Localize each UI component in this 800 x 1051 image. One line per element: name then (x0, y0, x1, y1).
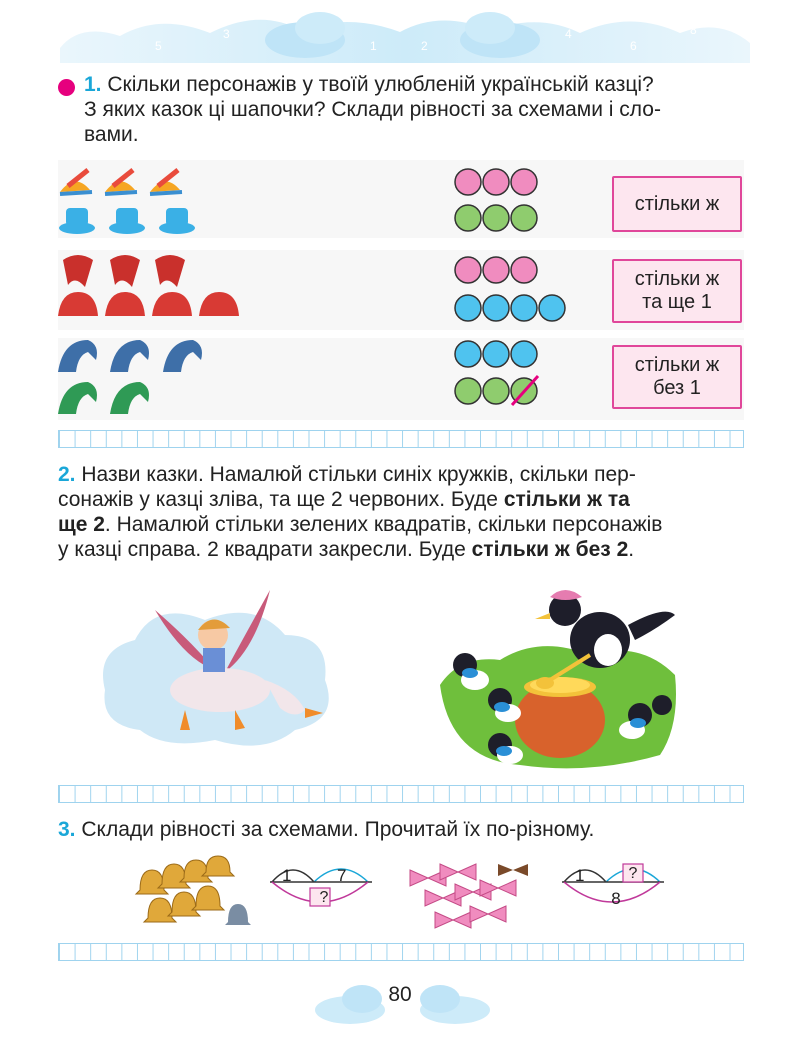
scheme1-right: 7 (337, 866, 347, 885)
writing-grid[interactable] (58, 943, 744, 961)
pink-circle (455, 169, 481, 195)
cloud-number: 6 (630, 39, 637, 53)
cloud-number: 3 (223, 27, 230, 41)
pink-circle (455, 257, 481, 283)
task3-text: 3. Склади рівності за схемами. Прочитай їх по-різному. (58, 818, 595, 841)
green-circle (483, 378, 509, 404)
scheme1-bottom: ? (319, 889, 329, 906)
magpie-illustration (440, 585, 680, 770)
scheme-box-same: стільки ж (612, 176, 742, 232)
task1-text: 1. Скільки персонажів у твоїй улюбленій українській казці? З яких казок ці шапочки? Склади рівності за схемами і сло- вами. (84, 73, 661, 146)
blue-circle (539, 295, 565, 321)
cloud-number: 8 (690, 23, 697, 37)
blue-circle (483, 341, 509, 367)
green-gnome-hat-icon (58, 382, 149, 414)
goose-boy-illustration (95, 580, 335, 760)
pink-circle (483, 257, 509, 283)
pink-circle (483, 169, 509, 195)
writing-grid[interactable] (58, 430, 744, 448)
blue-circle (455, 295, 481, 321)
pink-circle (511, 257, 537, 283)
task3-number: 3. (58, 818, 76, 841)
hats-illustration (55, 160, 305, 425)
blue-top-hat-icon (59, 208, 195, 234)
scheme2-left: 1 (575, 866, 585, 885)
red-cap-icon (58, 292, 239, 316)
bells-illustration (130, 860, 255, 930)
writing-grid[interactable] (58, 785, 744, 803)
blue-gnome-hat-icon (58, 340, 202, 372)
page-number: 80 (388, 983, 412, 1006)
green-circle (455, 205, 481, 231)
blue-circle (511, 295, 537, 321)
pink-circle (511, 169, 537, 195)
blue-circle (483, 295, 509, 321)
scheme2-right: ? (628, 865, 638, 882)
green-circle (511, 205, 537, 231)
scheme1-left: 1 (282, 866, 292, 885)
cloud-number: 2 (421, 39, 428, 53)
blue-circle (511, 341, 537, 367)
task2-number: 2. (58, 463, 76, 486)
cloud-number: 7 (110, 21, 117, 35)
scheme2-bottom: 8 (611, 889, 621, 908)
green-circle (455, 378, 481, 404)
cloud-number: 5 (155, 39, 162, 53)
task-marker-dot (58, 79, 75, 96)
cloud-number: 4 (565, 27, 572, 41)
red-hood-icon (63, 255, 185, 287)
scheme-box-minus-one: стільки ж без 1 (612, 345, 742, 409)
cloud-number: 1 (370, 39, 377, 53)
task1-number: 1. (84, 73, 102, 96)
bows-illustration (400, 860, 535, 935)
cloud-number: 0 (397, 17, 404, 31)
feather-hat-icon (60, 170, 182, 194)
circles-schemes (440, 160, 600, 425)
task2-text: 2. Назви казки. Намалюй стільки синіх кружків, скільки пер- сонажів у казці зліва, та ще 2 червоних. Буде стільки ж та ще 2. Намалюй стільки зелених квадратів, скільки персонажів у казці справа. 2 квадрати закресли. Буде стільки ж без 2. (58, 463, 663, 561)
blue-circle (455, 341, 481, 367)
header-clouds (60, 8, 750, 68)
scheme-box-plus-one: стільки ж та ще 1 (612, 259, 742, 323)
green-circle (483, 205, 509, 231)
